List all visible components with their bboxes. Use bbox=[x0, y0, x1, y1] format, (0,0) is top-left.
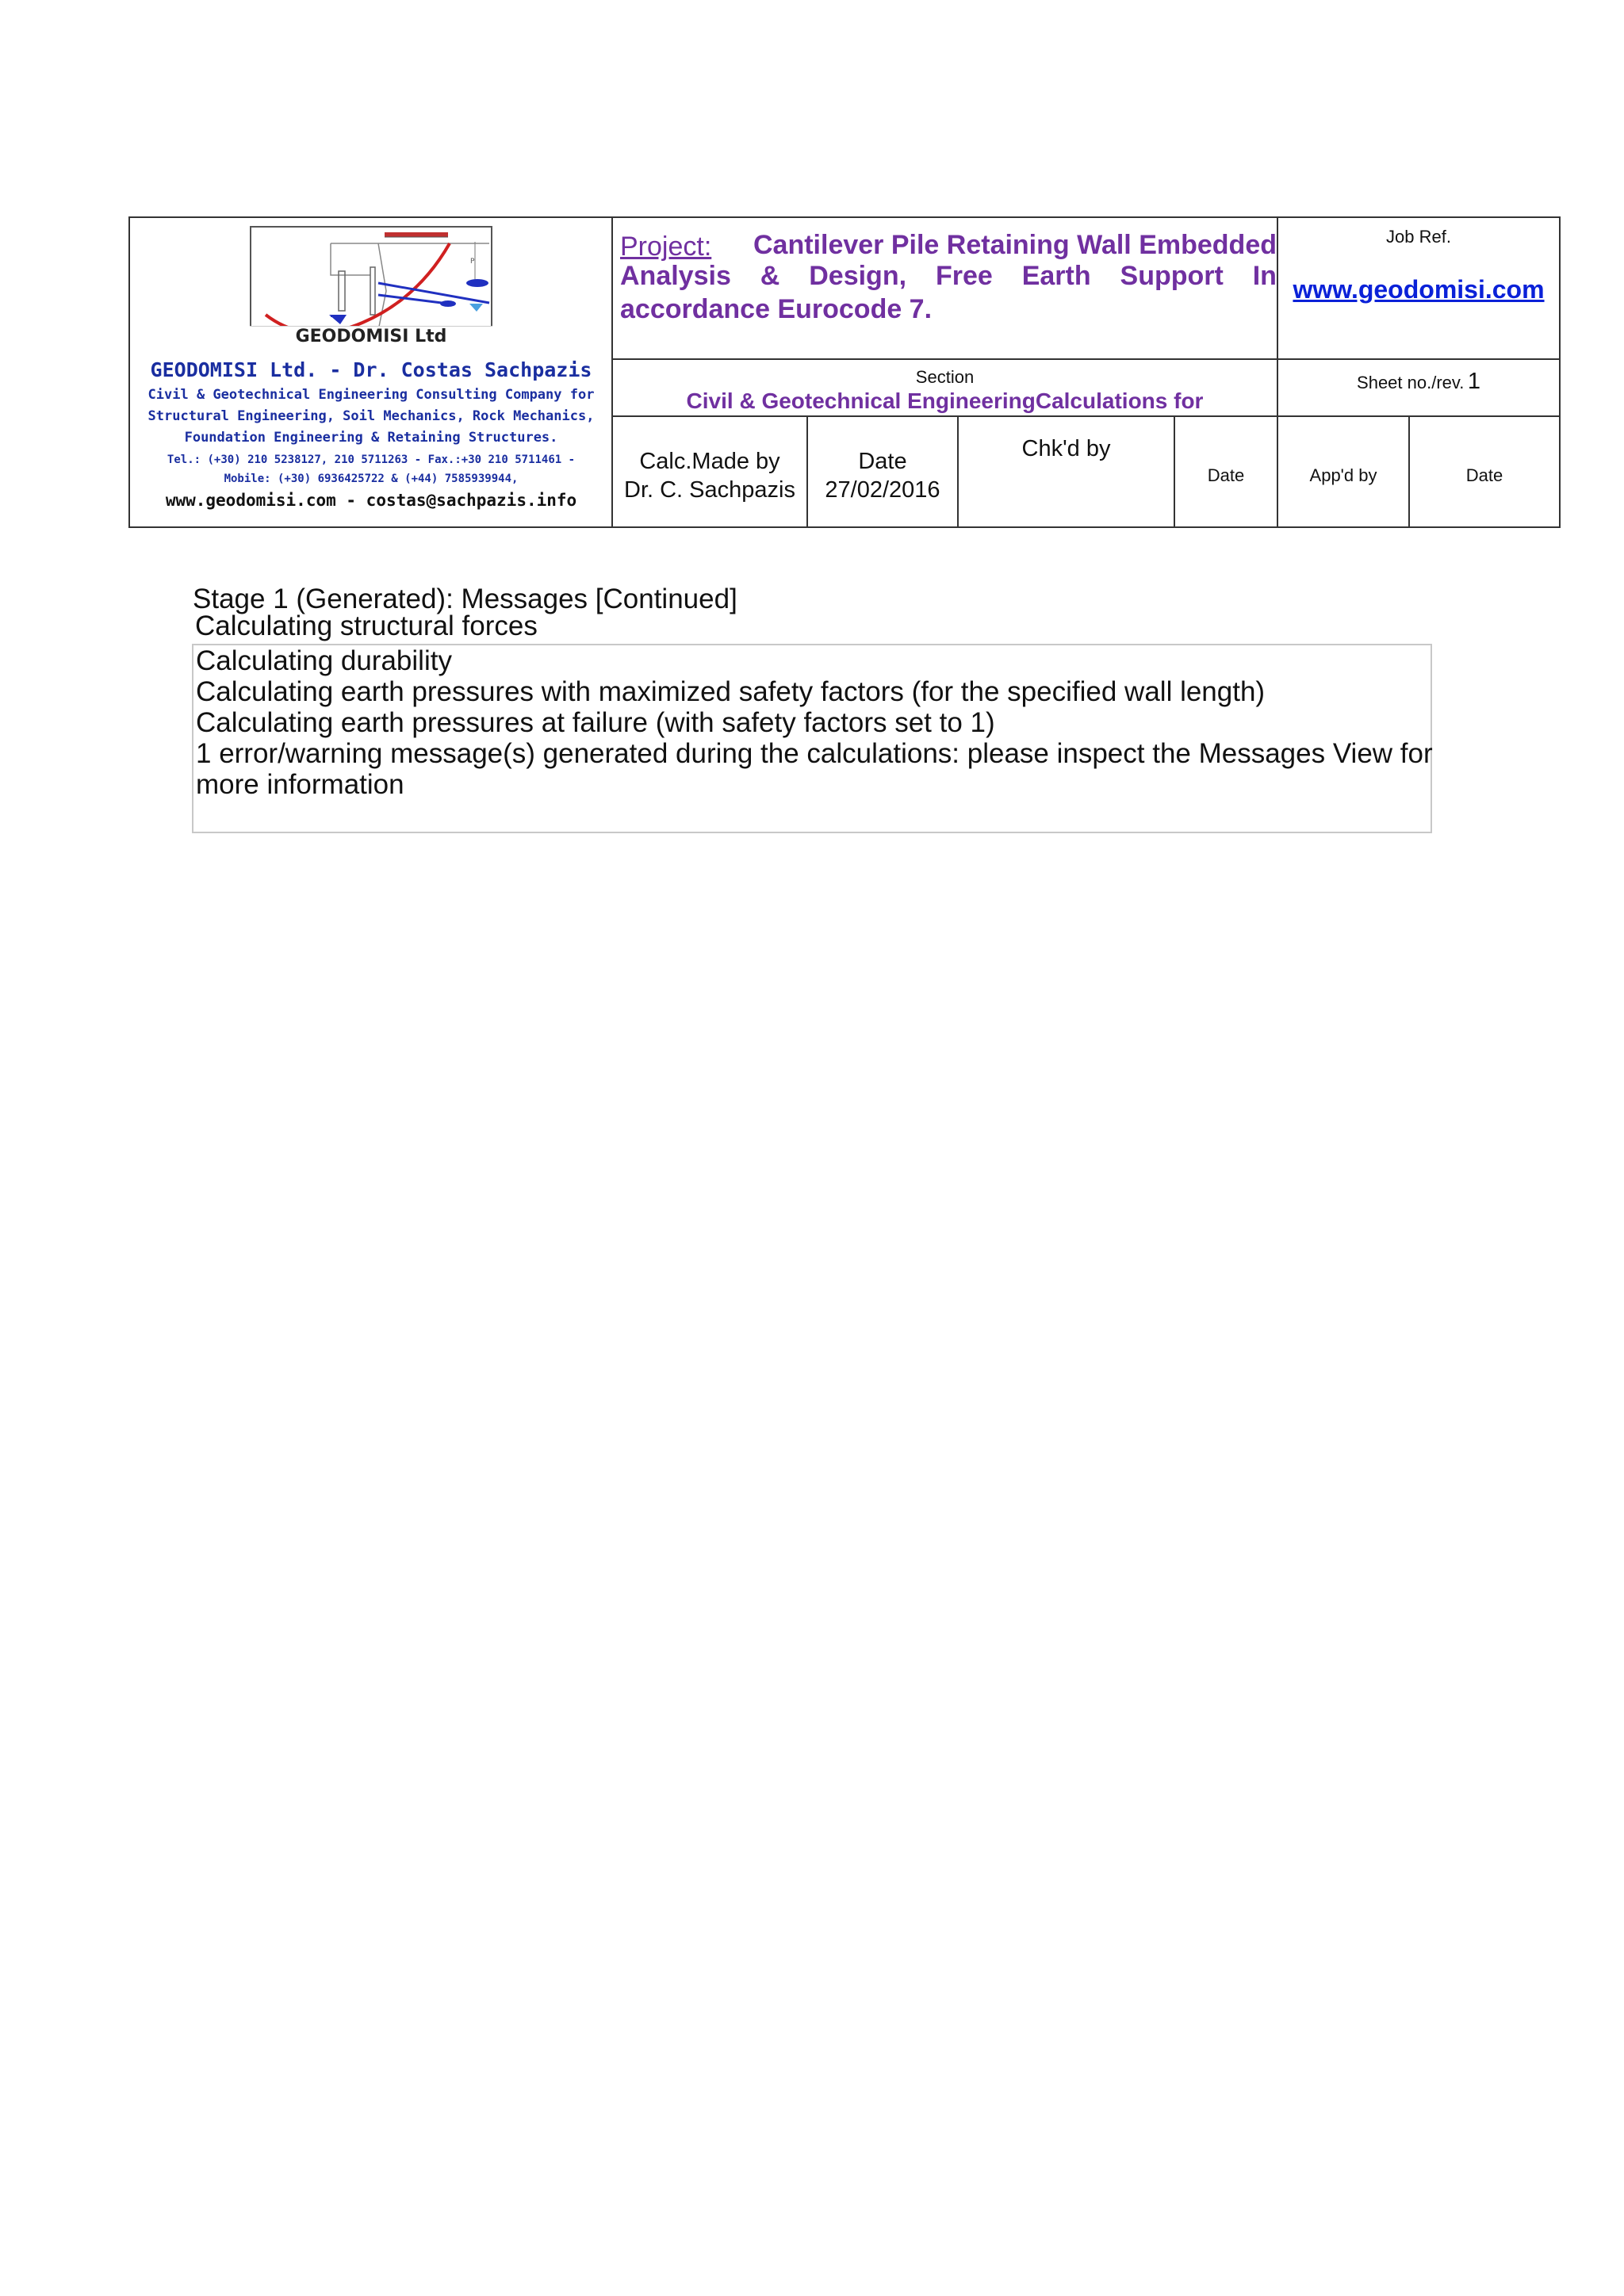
section-value: Civil & Geotechnical EngineeringCalculations for bbox=[686, 388, 1204, 413]
sheet-cell bbox=[1278, 369, 1559, 395]
table-divider bbox=[957, 415, 959, 528]
project-title-line2: Analysis & Design, Free Earth Support In bbox=[620, 261, 1277, 291]
company-desc-line: Foundation Engineering & Retaining Structures. bbox=[184, 430, 558, 446]
message-line: Calculating durability bbox=[196, 645, 452, 676]
message-line: more information bbox=[196, 769, 404, 800]
project-title-line1: Cantilever Pile Retaining Wall Embedded bbox=[753, 230, 1277, 260]
logo-caption: GEODOMISI Ltd bbox=[250, 326, 492, 348]
table-divider bbox=[611, 358, 1561, 360]
messages-box bbox=[192, 644, 1432, 833]
table-border-left bbox=[128, 216, 130, 528]
table-divider bbox=[611, 415, 1561, 417]
table-border-right bbox=[1559, 216, 1561, 528]
company-contact-line: Mobile: (+30) 6936425722 & (+44) 7585939944, bbox=[224, 473, 519, 485]
sheet-label: Sheet no./rev. bbox=[1357, 373, 1465, 392]
company-name: GEODOMISI Ltd. - Dr. Costas Sachpazis bbox=[150, 358, 592, 381]
chkd-date-label: Date bbox=[1207, 465, 1245, 485]
table-border-top bbox=[128, 216, 1561, 218]
svg-text:P: P bbox=[470, 258, 475, 266]
company-desc-line: Civil & Geotechnical Engineering Consulting Company for bbox=[147, 387, 595, 403]
appd-by-label: App'd by bbox=[1309, 465, 1377, 485]
company-description bbox=[133, 385, 609, 449]
calc-date-value: 27/02/2016 bbox=[825, 477, 940, 503]
chkd-by-label: Chk'd by bbox=[1021, 436, 1111, 461]
project-cell bbox=[620, 232, 1277, 323]
project-title-line3: accordance Eurocode 7. bbox=[620, 294, 933, 324]
company-contact bbox=[133, 450, 609, 488]
messages-heading: Stage 1 (Generated): Messages [Continued] bbox=[193, 584, 737, 614]
calc-made-by-value: Dr. C. Sachpazis bbox=[624, 477, 795, 503]
job-ref-label: Job Ref. bbox=[1386, 227, 1451, 247]
calc-made-by-label: Calc.Made by bbox=[639, 449, 780, 474]
messages-first-line: Calculating structural forces bbox=[195, 610, 538, 641]
appd-date-label: Date bbox=[1465, 465, 1503, 485]
table-border-bottom bbox=[128, 526, 1561, 528]
project-label: Project: bbox=[620, 232, 712, 262]
message-line: Calculating earth pressures at failure (with safety factors set to 1) bbox=[196, 707, 995, 738]
website-link[interactable]: www.geodomisi.com bbox=[1293, 275, 1545, 304]
message-line: 1 error/warning message(s) generated during the calculations: please inspect the Messages View for bbox=[196, 738, 1433, 769]
section-label: Section bbox=[915, 367, 975, 387]
sheet-value: 1 bbox=[1467, 369, 1480, 394]
company-web-email: www.geodomisi.com - costas@sachpazis.info bbox=[165, 491, 577, 510]
company-contact-line: Tel.: (+30) 210 5238127, 210 5711263 - Fax.:+30 210 5711461 - bbox=[167, 453, 576, 466]
message-line: Calculating earth pressures with maximized safety factors (for the specified wall length) bbox=[196, 676, 1266, 707]
company-desc-line: Structural Engineering, Soil Mechanics, Rock Mechanics, bbox=[147, 408, 595, 424]
calc-date-label: Date bbox=[858, 449, 907, 474]
